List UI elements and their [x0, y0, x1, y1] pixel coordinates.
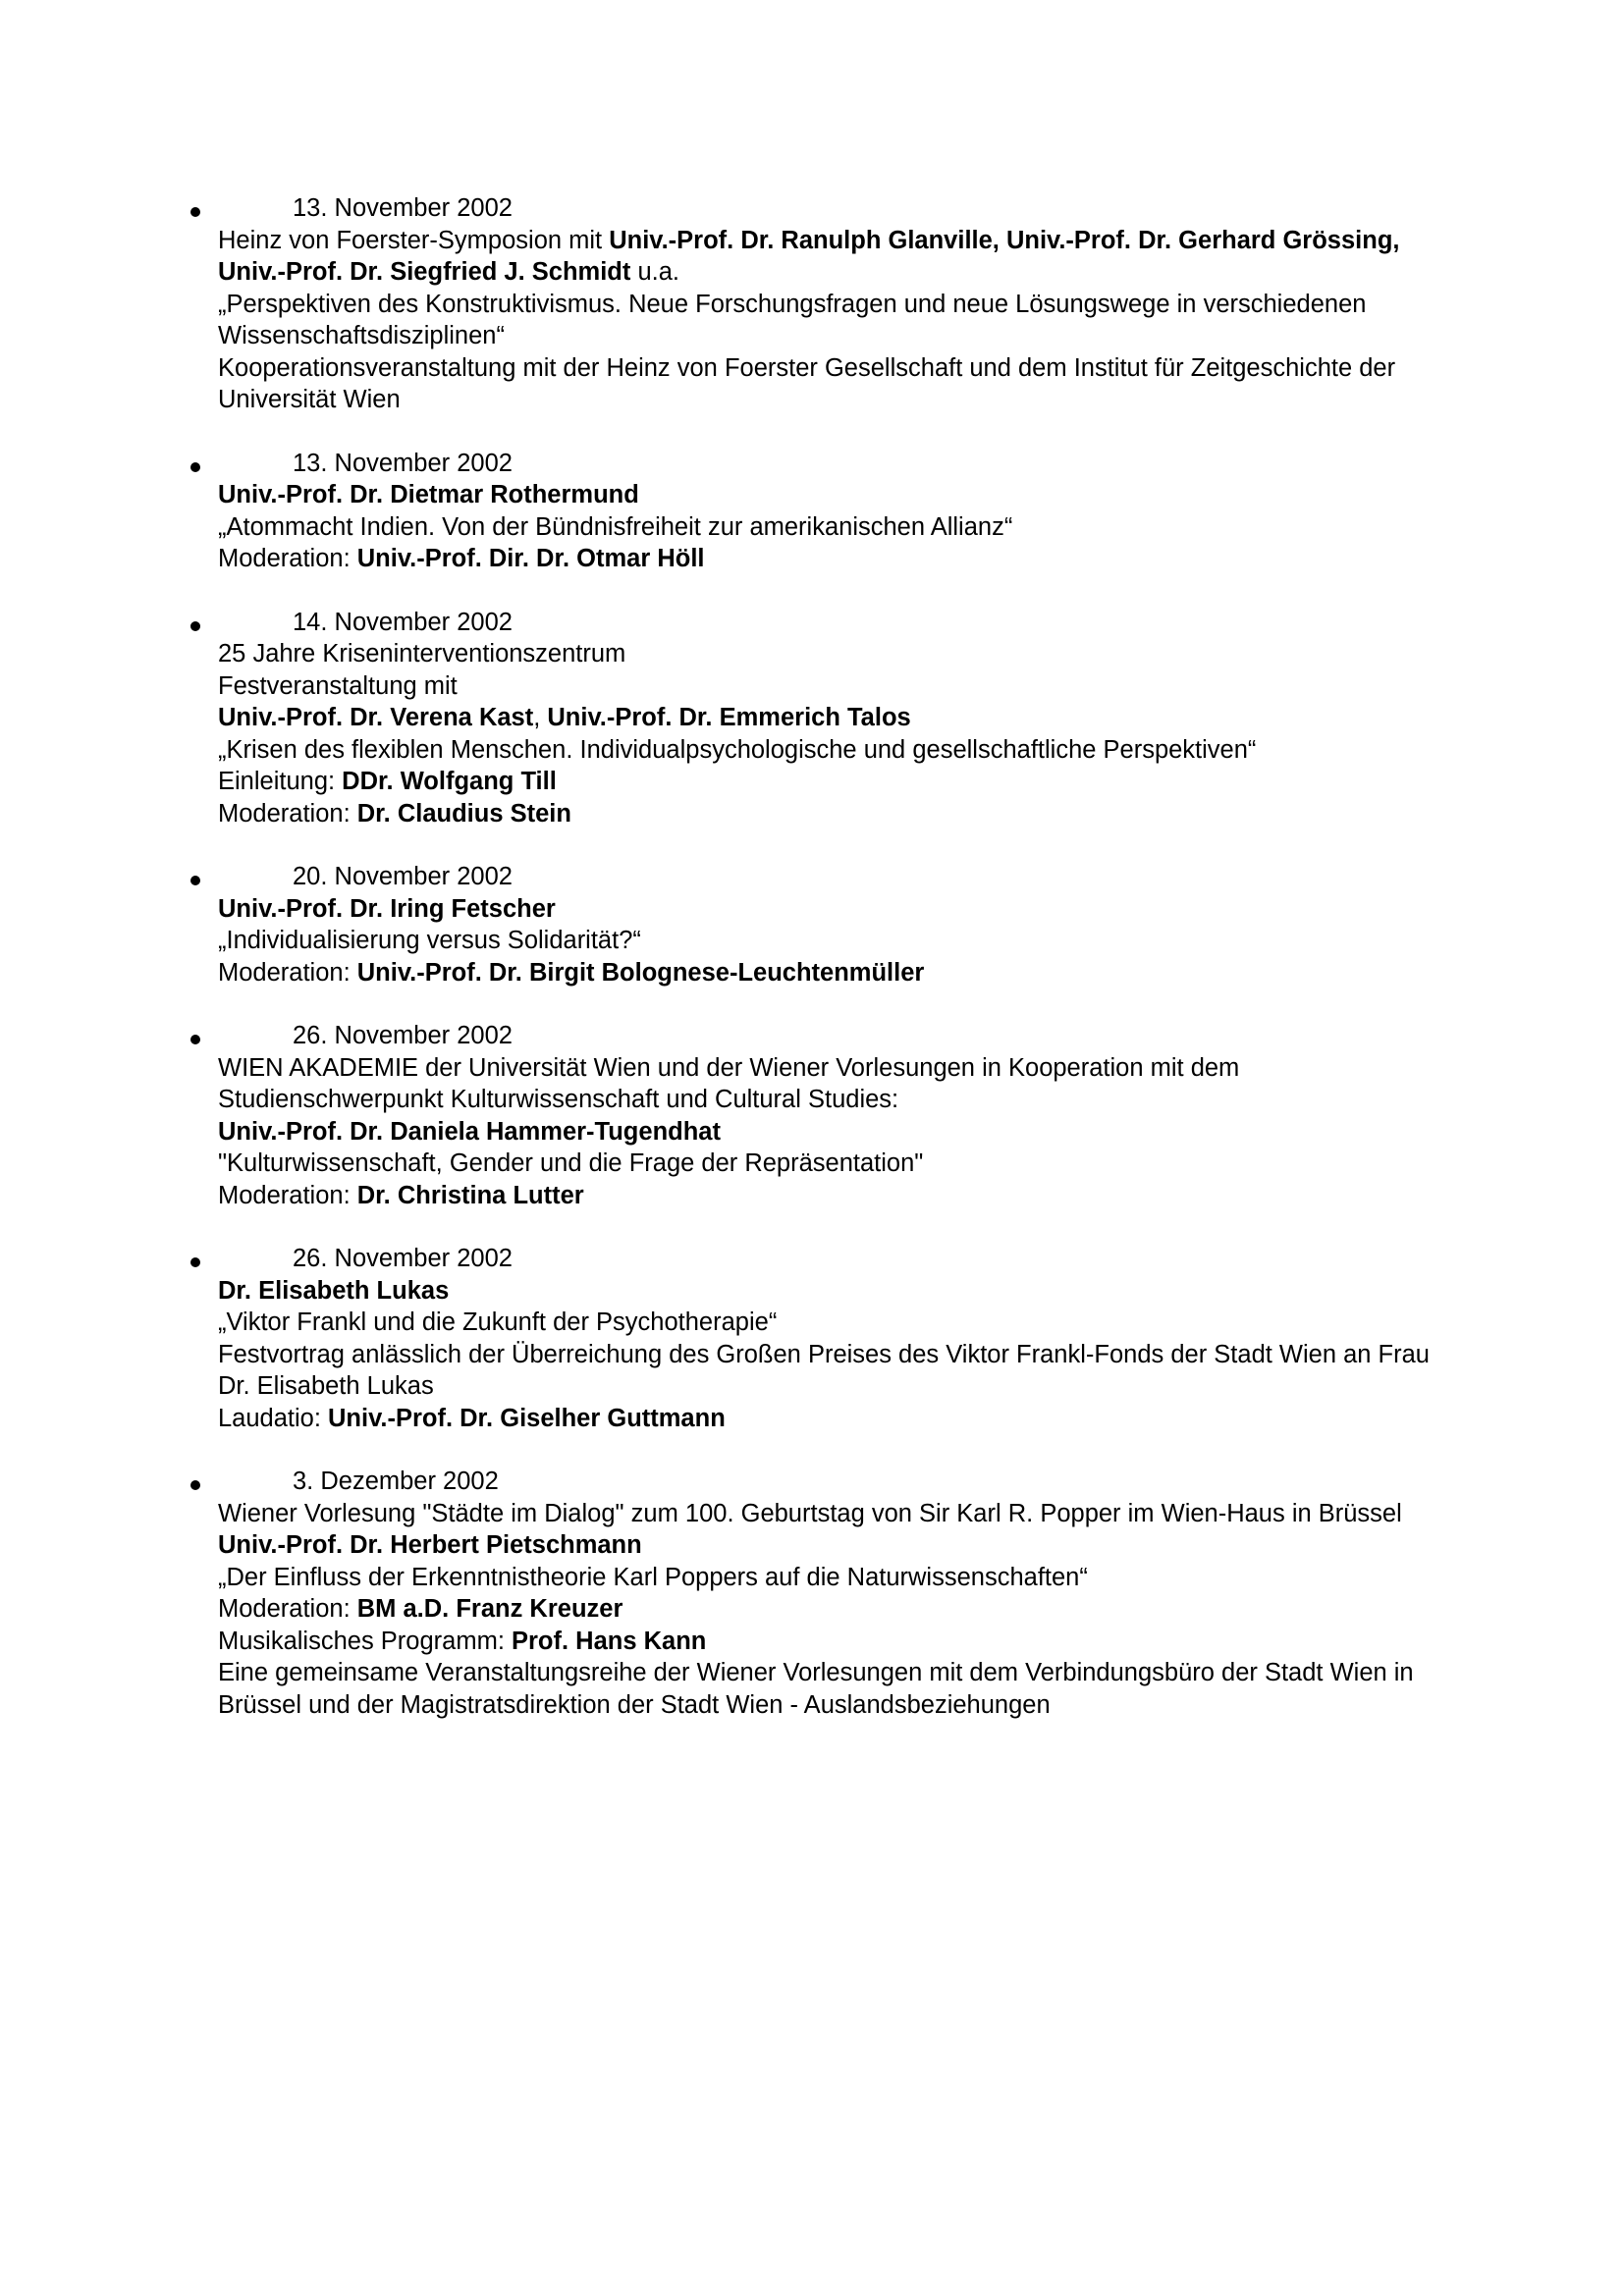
event-text: 25 Jahre Kriseninterventionszentrum: [218, 640, 626, 667]
event-line: [218, 225, 1465, 289]
person-name: Univ.-Prof. Dr. Emmerich Talos: [547, 704, 911, 731]
event-entry: [218, 861, 1465, 988]
bullet-icon: [190, 1257, 200, 1267]
event-line: [218, 543, 1465, 575]
event-line: [218, 289, 1465, 352]
event-line: [218, 1562, 1465, 1594]
event-date: 13. November 2002: [293, 449, 513, 477]
person-name: Dr. Claudius Stein: [356, 799, 571, 828]
event-text: WIEN AKADEMIE der Universität Wien und der Wiener Vorlesungen in Kooperation mit dem Studienschwerpunkt Kulturwissenschaft und Cultural Studies:: [218, 1053, 1240, 1113]
event-text: u.a.: [630, 258, 679, 286]
event-line: [218, 798, 1465, 830]
event-text: Einleitung:: [218, 768, 343, 795]
event-line: [218, 479, 1465, 511]
person-name: Univ.-Prof. Dr. Herbert Pietschmann: [218, 1531, 642, 1559]
bullet-icon: [190, 462, 200, 472]
event-line: [218, 1529, 1465, 1562]
event-line: [218, 1498, 1465, 1530]
event-text: Kooperationsveranstaltung mit der Heinz von Foerster Gesellschaft und dem Institut für Zeitgeschichte der Universität Wien: [218, 353, 1396, 413]
event-line: [218, 925, 1465, 957]
event-entry: [218, 1243, 1465, 1434]
event-line: [218, 702, 1465, 734]
event-date: 13. November 2002: [293, 194, 513, 222]
event-text: ,: [533, 704, 548, 731]
event-line: [218, 352, 1465, 416]
person-name: Univ.-Prof. Dr. Verena Kast: [218, 704, 534, 731]
event-text: Musikalisches Programm:: [218, 1627, 512, 1655]
event-text: Moderation:: [218, 545, 357, 572]
event-date: 20. November 2002: [293, 863, 513, 890]
bullet-icon: [190, 207, 200, 217]
event-entry: [218, 448, 1465, 575]
event-line: [218, 1339, 1465, 1403]
person-name: Univ.-Prof. Dr. Ranulph Glanville, Univ.-Prof. Dr. Gerhard Grössing, Univ.-Prof. Dr. Siegfried J. Schmidt: [218, 226, 1400, 286]
event-line: [218, 1307, 1465, 1339]
event-text: Moderation:: [218, 799, 357, 828]
event-text: Moderation:: [218, 1595, 357, 1623]
event-line: [218, 1180, 1465, 1212]
person-name: Univ.-Prof. Dr. Dietmar Rothermund: [218, 481, 639, 508]
event-line: [218, 1148, 1465, 1180]
bullet-icon: [190, 621, 200, 631]
bullet-icon: [190, 1035, 200, 1044]
event-line: [218, 638, 1465, 670]
event-date: 26. November 2002: [293, 1245, 513, 1272]
event-date: 14. November 2002: [293, 608, 513, 636]
event-line: [218, 893, 1465, 926]
event-line: [218, 1593, 1465, 1626]
bullet-icon: [190, 1480, 200, 1490]
event-text: Laudatio:: [218, 1404, 329, 1432]
event-text: Festvortrag anlässlich der Überreichung des Großen Preises des Viktor Frankl-Fonds der Stadt Wien an Frau Dr. Elisabeth Lukas: [218, 1340, 1430, 1400]
event-line: [218, 511, 1465, 544]
event-line: [218, 670, 1465, 703]
event-line: [218, 1116, 1465, 1148]
person-name: Dr. Elisabeth Lukas: [218, 1276, 450, 1305]
event-text: Moderation:: [218, 1181, 357, 1209]
event-text: Wiener Vorlesung "Städte im Dialog" zum 100. Geburtstag von Sir Karl R. Popper im Wien-Haus in Brüssel: [218, 1499, 1402, 1527]
event-text: „Individualisierung versus Solidarität?“: [218, 927, 641, 954]
person-name: Univ.-Prof. Dr. Birgit Bolognese-Leuchtenmüller: [356, 958, 925, 987]
event-text: „Atommacht Indien. Von der Bündnisfreiheit zur amerikanischen Allianz“: [218, 512, 1013, 541]
event-text: „Perspektiven des Konstruktivismus. Neue Forschungsfragen und neue Lösungswege in verschiedenen Wissenschaftsdisziplinen“: [218, 290, 1367, 349]
person-name: Univ.-Prof. Dr. Daniela Hammer-Tugendhat: [218, 1117, 721, 1146]
person-name: Univ.-Prof. Dr. Giselher Guttmann: [328, 1404, 726, 1432]
event-date: 26. November 2002: [293, 1022, 513, 1049]
event-line: [218, 1657, 1465, 1721]
event-entry: [218, 192, 1465, 416]
event-text: „Viktor Frankl und die Zukunft der Psychotherapie“: [218, 1308, 778, 1336]
event-date: 3. Dezember 2002: [293, 1468, 499, 1495]
person-name: DDr. Wolfgang Till: [342, 768, 557, 795]
event-line: [218, 734, 1465, 767]
event-line: [218, 1403, 1465, 1435]
event-entry: [218, 1020, 1465, 1211]
bullet-icon: [190, 876, 200, 885]
event-list: [218, 192, 1465, 1752]
event-text: „Krisen des flexiblen Menschen. Individualpsychologische und gesellschaftliche Perspektiven“: [218, 735, 1257, 764]
event-text: Moderation:: [218, 958, 357, 987]
person-name: Univ.-Prof. Dir. Dr. Otmar Höll: [356, 545, 705, 572]
event-line: [218, 766, 1465, 798]
event-line: [218, 1275, 1465, 1308]
event-entry: [218, 1466, 1465, 1721]
event-entry: [218, 607, 1465, 830]
person-name: Dr. Christina Lutter: [356, 1181, 584, 1209]
event-text: "Kulturwissenschaft, Gender und die Frage der Repräsentation": [218, 1149, 924, 1177]
event-line: [218, 1052, 1465, 1116]
event-line: [218, 1626, 1465, 1658]
person-name: BM a.D. Franz Kreuzer: [356, 1595, 623, 1623]
event-text: Festveranstaltung mit: [218, 671, 458, 700]
event-text: Heinz von Foerster-Symposion mit: [218, 226, 610, 254]
event-text: „Der Einfluss der Erkenntnistheorie Karl Poppers auf die Naturwissenschaften“: [218, 1563, 1088, 1591]
event-text: Eine gemeinsame Veranstaltungsreihe der Wiener Vorlesungen mit dem Verbindungsbüro der Stadt Wien in Brüssel und der Magistratsdirektion der Stadt Wien - Auslandsbeziehungen: [218, 1659, 1414, 1719]
person-name: Univ.-Prof. Dr. Iring Fetscher: [218, 894, 556, 923]
event-line: [218, 957, 1465, 989]
person-name: Prof. Hans Kann: [512, 1627, 707, 1655]
